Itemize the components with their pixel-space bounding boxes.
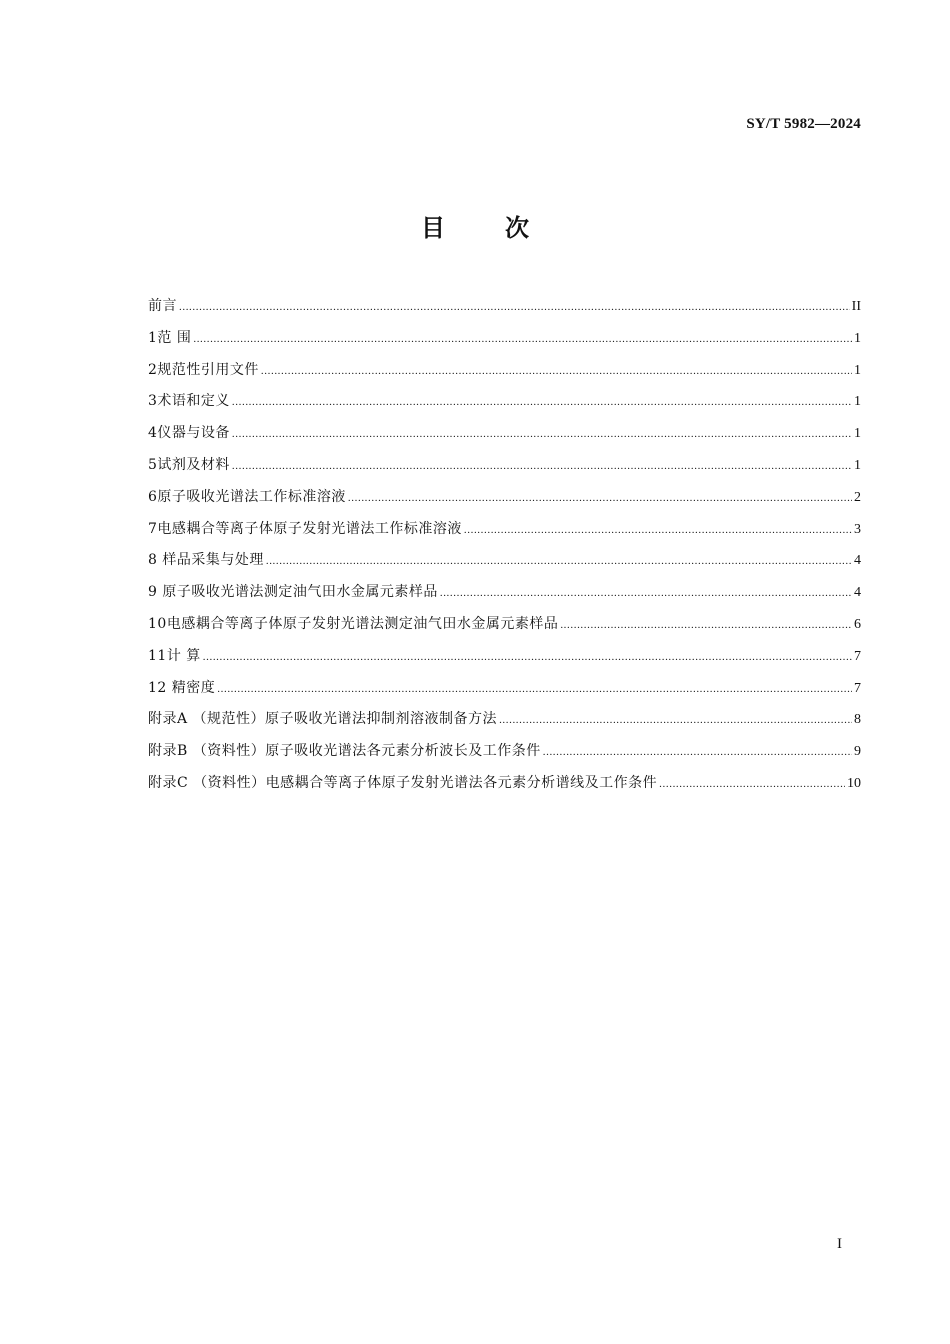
toc-entry-page: 7 (854, 680, 861, 696)
toc-entry-page: 1 (854, 457, 861, 473)
toc-entry-page: 10 (847, 775, 861, 791)
toc-entry-appendix-a[interactable] (148, 708, 861, 740)
toc-entry-terms-definitions[interactable] (148, 390, 861, 422)
toc-entry-label: 7电感耦合等离子体原子发射光谱法工作标准溶液 (148, 520, 462, 537)
toc-entry-page: 7 (854, 648, 861, 664)
toc-dot-leader (543, 746, 852, 758)
toc-entry-page: 6 (854, 616, 861, 632)
toc-entry-label: 1范 围 (148, 329, 192, 346)
toc-entry-label: 前言 (148, 298, 177, 314)
toc-entry-label: 8 样品采集与处理 (148, 552, 264, 569)
toc-entry-aas-determination[interactable] (148, 581, 861, 613)
page-title: 目 次 (421, 214, 547, 242)
toc-entry-calculation[interactable] (148, 645, 861, 677)
toc-entry-aas-standard-solution[interactable] (148, 486, 861, 518)
toc-entry-label: 3术语和定义 (148, 393, 230, 410)
toc-entry-page: 1 (854, 362, 861, 378)
toc-dot-leader (464, 524, 852, 536)
toc-entry-page: 4 (854, 585, 861, 601)
toc-dot-leader (348, 492, 852, 504)
toc-entry-icp-determination[interactable] (148, 613, 861, 645)
page-number: I (837, 1236, 842, 1252)
toc-entry-instruments[interactable] (148, 422, 861, 454)
toc-entry-label: 附录C （资料性）电感耦合等离子体原子发射光谱法各元素分析谱线及工作条件 (148, 774, 658, 791)
toc-dot-leader (266, 555, 852, 567)
toc-entry-normative-references[interactable] (148, 359, 861, 391)
toc-entry-label: 4仪器与设备 (148, 425, 230, 442)
document-code: SY/T 5982—2024 (746, 116, 861, 132)
toc-entry-appendix-b[interactable] (148, 740, 861, 772)
toc-entry-page: 4 (854, 553, 861, 569)
toc-entry-precision[interactable] (148, 677, 861, 709)
toc-entry-label: 10电感耦合等离子体原子发射光谱法测定油气田水金属元素样品 (148, 615, 559, 632)
toc-dot-leader (499, 714, 852, 726)
toc-entry-page: 8 (854, 712, 861, 728)
table-of-contents (148, 295, 861, 804)
toc-dot-leader (659, 778, 845, 790)
toc-dot-leader (232, 396, 852, 408)
toc-entry-label: 附录B （资料性）原子吸收光谱法各元素分析波长及工作条件 (148, 743, 541, 760)
toc-dot-leader (440, 587, 852, 599)
toc-entry-icp-standard-solution[interactable] (148, 518, 861, 550)
toc-entry-label: 11计 算 (148, 647, 201, 664)
toc-entry-page: 3 (854, 521, 861, 537)
toc-entry-reagents[interactable] (148, 454, 861, 486)
toc-entry-label: 5试剂及材料 (148, 456, 230, 473)
toc-dot-leader (203, 651, 852, 663)
toc-entry-label: 2规范性引用文件 (148, 361, 259, 378)
toc-entry-page: 1 (854, 330, 861, 346)
toc-entry-label: 12 精密度 (148, 679, 216, 696)
toc-entry-label: 9 原子吸收光谱法测定油气田水金属元素样品 (148, 584, 438, 601)
toc-dot-leader (179, 301, 850, 313)
toc-dot-leader (193, 333, 852, 345)
toc-entry-page: II (851, 299, 861, 314)
toc-dot-leader (232, 428, 852, 440)
toc-dot-leader (217, 683, 852, 695)
toc-dot-leader (232, 460, 852, 472)
toc-dot-leader (560, 619, 852, 631)
toc-entry-sampling[interactable] (148, 549, 861, 581)
toc-entry-page: 2 (854, 489, 861, 505)
toc-entry-label: 附录A （规范性）原子吸收光谱法抑制剂溶液制备方法 (148, 711, 498, 728)
toc-entry-page: 9 (854, 744, 861, 760)
toc-dot-leader (261, 365, 852, 377)
toc-entry-foreword[interactable] (148, 295, 861, 327)
toc-entry-appendix-c[interactable] (148, 772, 861, 804)
toc-entry-scope[interactable] (148, 327, 861, 359)
toc-entry-label: 6原子吸收光谱法工作标准溶液 (148, 488, 346, 505)
toc-entry-page: 1 (854, 426, 861, 442)
toc-entry-page: 1 (854, 394, 861, 410)
